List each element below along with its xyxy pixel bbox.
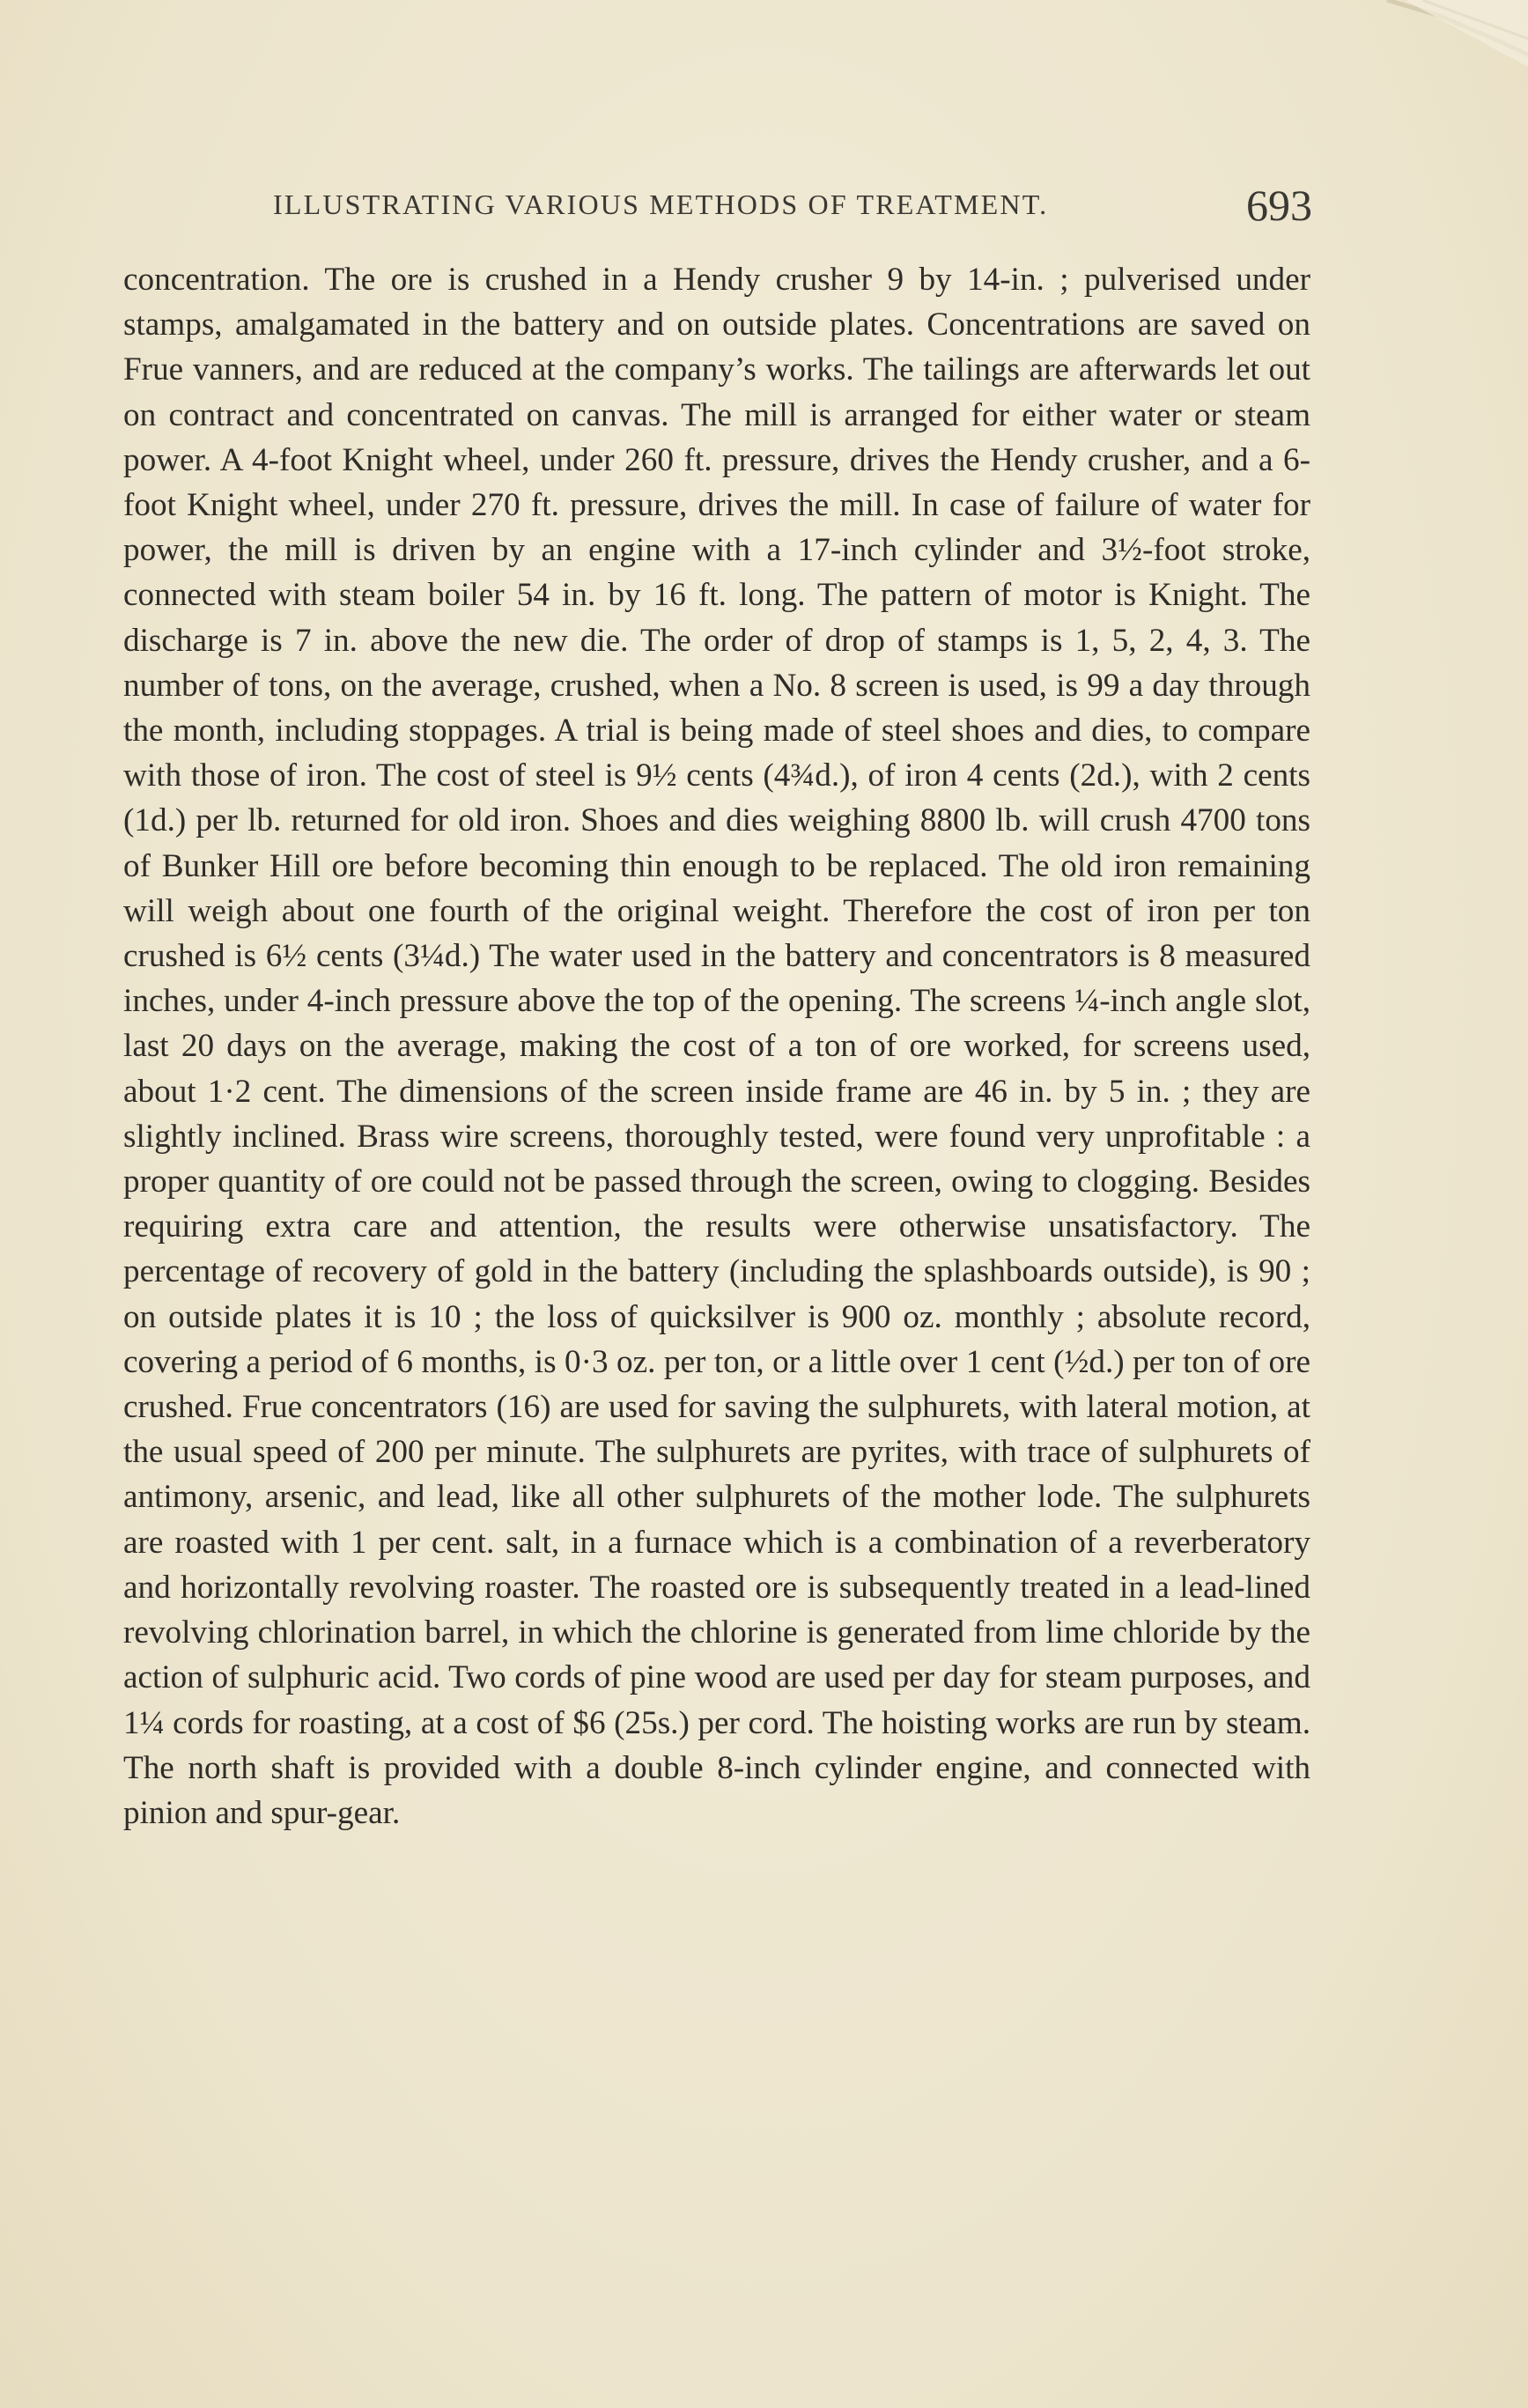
body-text bbox=[123, 257, 1310, 1836]
running-head bbox=[273, 183, 1312, 236]
page-number: 693 bbox=[1246, 181, 1312, 230]
page-corner-edge bbox=[1299, 0, 1528, 123]
body-paragraph: concentration. The ore is crushed in a Hendy crusher 9 by 14-in. ; pulverised under stamps, amalgamated in the battery and on outside plates. Concentrations are saved on Frue vanners, and are reduced at the company’s works. The tailings are afterwards let out on contract and concentrated on canvas. The mill is arranged for either water or steam power. A 4-foot Knight wheel, under 260 ft. pressure, drives the Hendy crusher, and a 6-foot Knight wheel, under 270 ft. pressure, drives the mill. In case of failure of water for power, the mill is driven by an engine with a 17-inch cylinder and 3½-foot stroke, connected with steam boiler 54 in. by 16 ft. long. The pattern of motor is Knight. The discharge is 7 in. above the new die. The order of drop of stamps is 1, 5, 2, 4, 3. The number of tons, on the average, crushed, when a No. 8 screen is used, is 99 a day through the month, including stoppages. A trial is being made of steel shoes and dies, to compare with those of iron. The cost of steel is 9½ cents (4¾d.), of iron 4 cents (2d.), with 2 cents (1d.) per lb. returned for old iron. Shoes and dies weighing 8800 lb. will crush 4700 tons of Bunker Hill ore before becoming thin enough to be replaced. The old iron remaining will weigh about one fourth of the original weight. Therefore the cost of iron per ton crushed is 6½ cents (3¼d.) The water used in the battery and concentrators is 8 measured inches, under 4-inch pressure above the top of the opening. The screens ¼-inch angle slot, last 20 days on the average, making the cost of a ton of ore worked, for screens used, about 1·2 cent. The dimensions of the screen inside frame are 46 in. by 5 in. ; they are slightly inclined. Brass wire screens, thoroughly tested, were found very unprofitable : a proper quantity of ore could not be passed through the screen, owing to clogging. Besides requiring extra care and attention, the results were otherwise unsatisfactory. The percentage of recovery of gold in the battery (including the splashboards outside), is 90 ; on outside plates it is 10 ; the loss of quicksilver is 900 oz. monthly ; absolute record, covering a period of 6 months, is 0·3 oz. per ton, or a little over 1 cent (½d.) per ton of ore crushed. Frue concentrators (16) are used for saving the sulphurets, with lateral motion, at the usual speed of 200 per minute. The sulphurets are pyrites, with trace of sulphurets of antimony, arsenic, and lead, like all other sulphurets of the mother lode. The sulphurets are roasted with 1 per cent. salt, in a furnace which is a combination of a reverberatory and horizontally revolving roaster. The roasted ore is subsequently treated in a lead-lined revolving chlorination barrel, in which the chlorine is generated from lime chloride by the action of sulphuric acid. Two cords of pine wood are used per day for steam purposes, and 1¼ cords for roasting, at a cost of $6 (25s.) per cord. The hoisting works are run by steam. The north shaft is provided with a double 8-inch cylinder engine, and connected with pinion and spur-gear. bbox=[123, 262, 1310, 1831]
running-title: ILLUSTRATING VARIOUS METHODS OF TREATMENT. bbox=[273, 188, 1049, 220]
